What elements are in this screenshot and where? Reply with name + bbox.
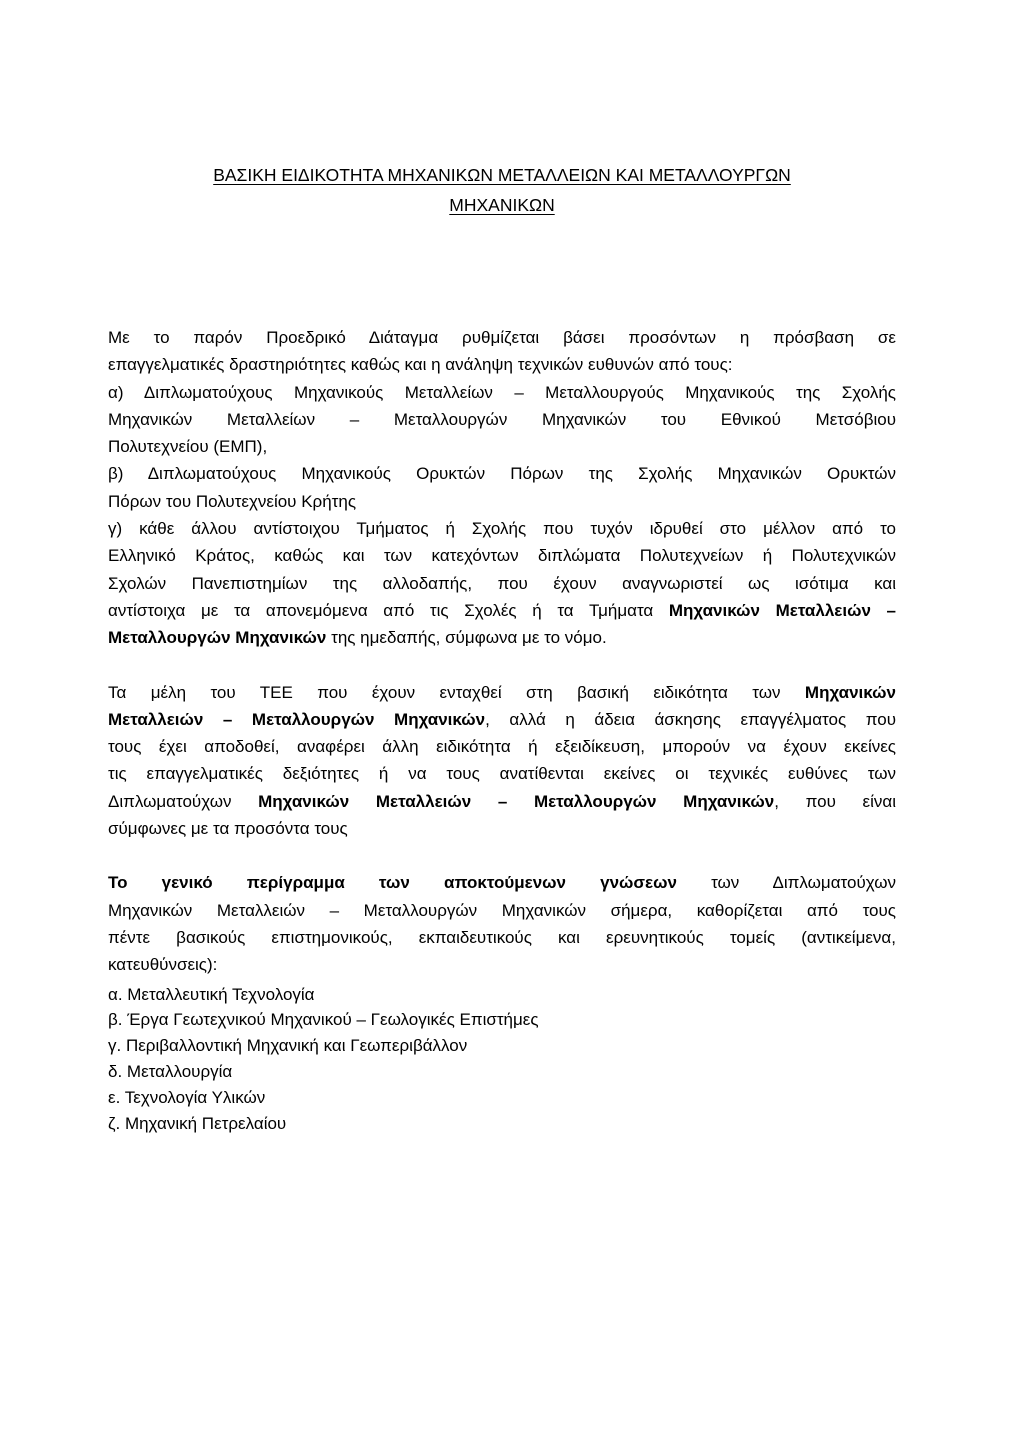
title-line-1: ΒΑΣΙΚΗ ΕΙΔΙΚΟΤΗΤΑ ΜΗΧΑΝΙΚΩΝ ΜΕΤΑΛΛΕΙΩΝ ΚΑΙ ΜΕΤΑΛΛΟΥΡΓΩΝ xyxy=(213,165,791,185)
intro-line: Μηχανικών Μεταλλείων – Μεταλλουργών Μηχανικών του Εθνικού Μετσόβιου xyxy=(108,409,896,429)
intro-paragraph xyxy=(108,324,896,652)
outline-text: των Διπλωματούχων xyxy=(676,873,896,893)
intro-line: α) Διπλωματούχους Μηχανικούς Μεταλλείων – Μεταλλουργούς Μηχανικούς της Σχολής xyxy=(108,382,896,402)
title-line-2: ΜΗΧΑΝΙΚΩΝ xyxy=(449,195,555,215)
outline-paragraph xyxy=(108,869,896,978)
members-text: Διπλωματούχων xyxy=(108,791,259,811)
intro-line: Με το παρόν Προεδρικό Διάταγμα ρυθμίζεται βάσει προσόντων η πρόσβαση σε xyxy=(108,328,896,347)
list-item: β. Έργα Γεωτεχνικού Μηχανικού – Γεωλογικές Επιστήμες xyxy=(108,1010,539,1030)
intro-line: Πόρων του Πολυτεχνείου Κρήτης xyxy=(108,491,357,511)
members-line xyxy=(108,788,896,815)
members-line: τις επαγγελματικές δεξιότητες ή να τους ανατίθενται εκείνες οι τεχνικές ευθύνες των xyxy=(108,764,896,784)
outline-line xyxy=(108,869,896,896)
intro-bold-text: Μηχανικών Μεταλλειών – xyxy=(668,600,896,620)
intro-line xyxy=(108,597,896,624)
members-line xyxy=(108,706,896,733)
members-text: , αλλά η άδεια άσκησης επαγγέλματος που xyxy=(485,709,896,729)
intro-line xyxy=(108,624,896,651)
list-item: ε. Τεχνολογία Υλικών xyxy=(108,1087,266,1107)
list-item: γ. Περιβαλλοντική Μηχανική και Γεωπεριβάλλον xyxy=(108,1036,468,1056)
members-bold-text: Μηχανικών Μεταλλειών – Μεταλλουργών Μηχανικών xyxy=(258,791,775,811)
members-paragraph xyxy=(108,679,896,843)
outline-line: κατευθύνσεις): xyxy=(108,955,218,975)
intro-line: Ελληνικό Κράτος, καθώς και των κατεχόντων διπλώματα Πολυτεχνείων ή Πολυτεχνικών xyxy=(108,546,896,566)
members-bold-text: Μεταλλειών – Μεταλλουργών Μηχανικών xyxy=(108,709,486,729)
intro-text: της ημεδαπής, σύμφωνα με το νόμο. xyxy=(326,628,607,648)
list-item: α. Μεταλλευτική Τεχνολογία xyxy=(108,984,315,1004)
outline-line: Μηχανικών Μεταλλειών – Μεταλλουργών Μηχανικών σήμερα, καθορίζεται από τους xyxy=(108,900,896,920)
members-text: Τα μέλη του ΤΕΕ που έχουν ενταχθεί στη βασική ειδικότητα των xyxy=(108,682,805,702)
list-item: ζ. Μηχανική Πετρελαίου xyxy=(108,1113,287,1133)
outline-line: πέντε βασικούς επιστημονικούς, εκπαιδευτικούς και ερευνητικούς τομείς (αντικείμενα, xyxy=(108,927,896,947)
members-line: σύμφωνες με τα προσόντα τους xyxy=(108,819,348,839)
intro-line: γ) κάθε άλλου αντίστοιχου Τμήματος ή Σχολής που τυχόν ιδρυθεί στο μέλλον από το xyxy=(108,519,896,539)
document-title xyxy=(108,160,896,220)
members-text: , που είναι xyxy=(774,791,896,811)
intro-bold-text: Μεταλλουργών Μηχανικών xyxy=(108,628,327,648)
members-bold-text: Μηχανικών xyxy=(804,682,896,702)
intro-line: β) Διπλωματούχους Μηχανικούς Ορυκτών Πόρων της Σχολής Μηχανικών Ορυκτών xyxy=(108,464,896,484)
sectors-list xyxy=(108,982,896,1137)
intro-line: Πολυτεχνείου (ΕΜΠ), xyxy=(108,437,268,457)
members-line: τους έχει αποδοθεί, αναφέρει άλλη ειδικότητα ή εξειδίκευση, μπορούν να έχουν εκείνες xyxy=(108,737,896,757)
list-item: δ. Μεταλλουργία xyxy=(108,1061,233,1081)
outline-bold-text: Το γενικό περίγραμμα των αποκτούμενων γνώσεων xyxy=(108,873,677,893)
intro-line: Σχολών Πανεπιστημίων της αλλοδαπής, που έχουν αναγνωριστεί ως ισότιμα και xyxy=(108,573,896,593)
members-line xyxy=(108,679,896,706)
intro-text: αντίστοιχα με τα απονεμόμενα από τις Σχολές ή τα Τμήματα xyxy=(108,600,669,620)
intro-line: επαγγελματικές δραστηριότητες καθώς και η ανάληψη τεχνικών ευθυνών από τους: xyxy=(108,355,733,375)
